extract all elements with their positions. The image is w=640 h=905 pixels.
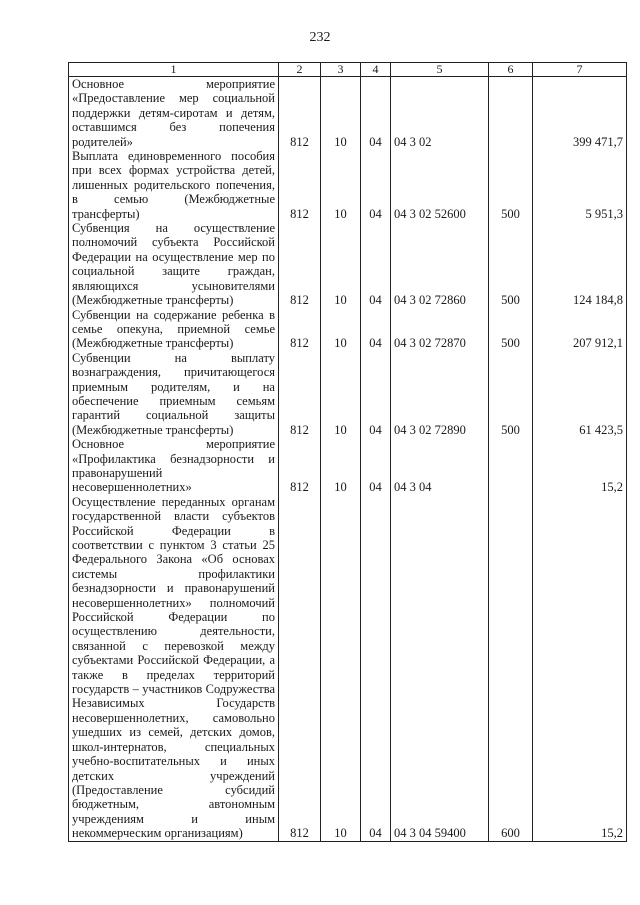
table-row	[69, 221, 627, 307]
row-code-target: 04 3 04	[391, 437, 489, 495]
row-code-target: 04 3 02 72870	[391, 308, 489, 351]
row-code-subsection: 04	[361, 308, 391, 351]
table-row	[69, 495, 627, 841]
table-row	[69, 351, 627, 437]
row-code-target: 04 3 02	[391, 77, 489, 150]
row-code-subsection: 04	[361, 351, 391, 437]
row-code-section: 10	[321, 437, 361, 495]
row-code-ministry: 812	[279, 495, 321, 841]
row-code-section: 10	[321, 495, 361, 841]
header-row	[69, 63, 627, 77]
row-name: Субвенции на выплату вознаграждения, причитающегося приемным родителям, и на обеспечение приемным семьям гарантий социальной защиты (Межбюджетные трансферты)	[69, 351, 279, 437]
row-code-ministry: 812	[279, 437, 321, 495]
row-code-subsection: 04	[361, 221, 391, 307]
row-code-ministry: 812	[279, 351, 321, 437]
row-name: Осуществление переданных органам государственной власти субъектов Российской Федерации в соответствии с пунктом 3 статьи 25 Федерального Закона «Об основах системы профилактики безнадзорности и правонарушений несовершеннолетних» полномочий Российской Федерации по осуществлению деятельности, связанной с перевозкой между субъектами Российской Федерации, а также в пределах территорий государств – участников Содружества Независимых Государств несовершеннолетних, самовольно ушедших из семей, детских домов, школ-интернатов, специальных учебно-воспитательных и иных детских учреждений (Предоставление субсидий бюджетным, автономным учреждениям и иным некоммерческим организациям)	[69, 495, 279, 841]
row-amount: 399 471,7	[533, 77, 627, 150]
row-code-target: 04 3 04 59400	[391, 495, 489, 841]
column-header-3: 3	[321, 63, 361, 77]
table-row	[69, 149, 627, 221]
row-amount: 15,2	[533, 495, 627, 841]
row-code-subsection: 04	[361, 437, 391, 495]
column-header-7: 7	[533, 63, 627, 77]
row-amount: 15,2	[533, 437, 627, 495]
row-code-expense-type: 500	[489, 308, 533, 351]
row-amount: 5 951,3	[533, 149, 627, 221]
row-name: Основное мероприятие «Профилактика безнадзорности и правонарушений несовершеннолетних»	[69, 437, 279, 495]
column-header-1: 1	[69, 63, 279, 77]
row-code-expense-type	[489, 437, 533, 495]
row-code-expense-type: 500	[489, 221, 533, 307]
row-amount: 124 184,8	[533, 221, 627, 307]
row-code-subsection: 04	[361, 495, 391, 841]
row-code-section: 10	[321, 77, 361, 150]
row-code-ministry: 812	[279, 308, 321, 351]
column-header-5: 5	[391, 63, 489, 77]
row-code-ministry: 812	[279, 149, 321, 221]
row-code-section: 10	[321, 221, 361, 307]
row-code-ministry: 812	[279, 77, 321, 150]
row-amount: 61 423,5	[533, 351, 627, 437]
row-name: Выплата единовременного пособия при всех формах устройства детей, лишенных родительского попечения, в семью (Межбюджетные трансферты)	[69, 149, 279, 221]
row-name: Основное мероприятие «Предоставление мер социальной поддержки детям-сиротам и детям, оставшимся без попечения родителей»	[69, 77, 279, 150]
column-header-4: 4	[361, 63, 391, 77]
column-header-6: 6	[489, 63, 533, 77]
row-name: Субвенция на осуществление полномочий субъекта Российской Федерации на осуществление мер по социальной защите граждан, являющихся усыновителями (Межбюджетные трансферты)	[69, 221, 279, 307]
row-code-expense-type: 600	[489, 495, 533, 841]
row-code-expense-type: 500	[489, 149, 533, 221]
table-row	[69, 437, 627, 495]
row-code-section: 10	[321, 351, 361, 437]
column-header-2: 2	[279, 63, 321, 77]
row-amount: 207 912,1	[533, 308, 627, 351]
row-code-target: 04 3 02 72890	[391, 351, 489, 437]
row-code-expense-type	[489, 77, 533, 150]
row-name: Субвенции на содержание ребенка в семье опекуна, приемной семье (Межбюджетные трансферты)	[69, 308, 279, 351]
row-code-expense-type: 500	[489, 351, 533, 437]
row-code-section: 10	[321, 149, 361, 221]
row-code-section: 10	[321, 308, 361, 351]
page-number: 232	[309, 30, 331, 45]
budget-table	[68, 62, 627, 842]
row-code-subsection: 04	[361, 77, 391, 150]
row-code-ministry: 812	[279, 221, 321, 307]
table-row	[69, 308, 627, 351]
row-code-target: 04 3 02 52600	[391, 149, 489, 221]
row-code-target: 04 3 02 72860	[391, 221, 489, 307]
table-row	[69, 77, 627, 150]
row-code-subsection: 04	[361, 149, 391, 221]
